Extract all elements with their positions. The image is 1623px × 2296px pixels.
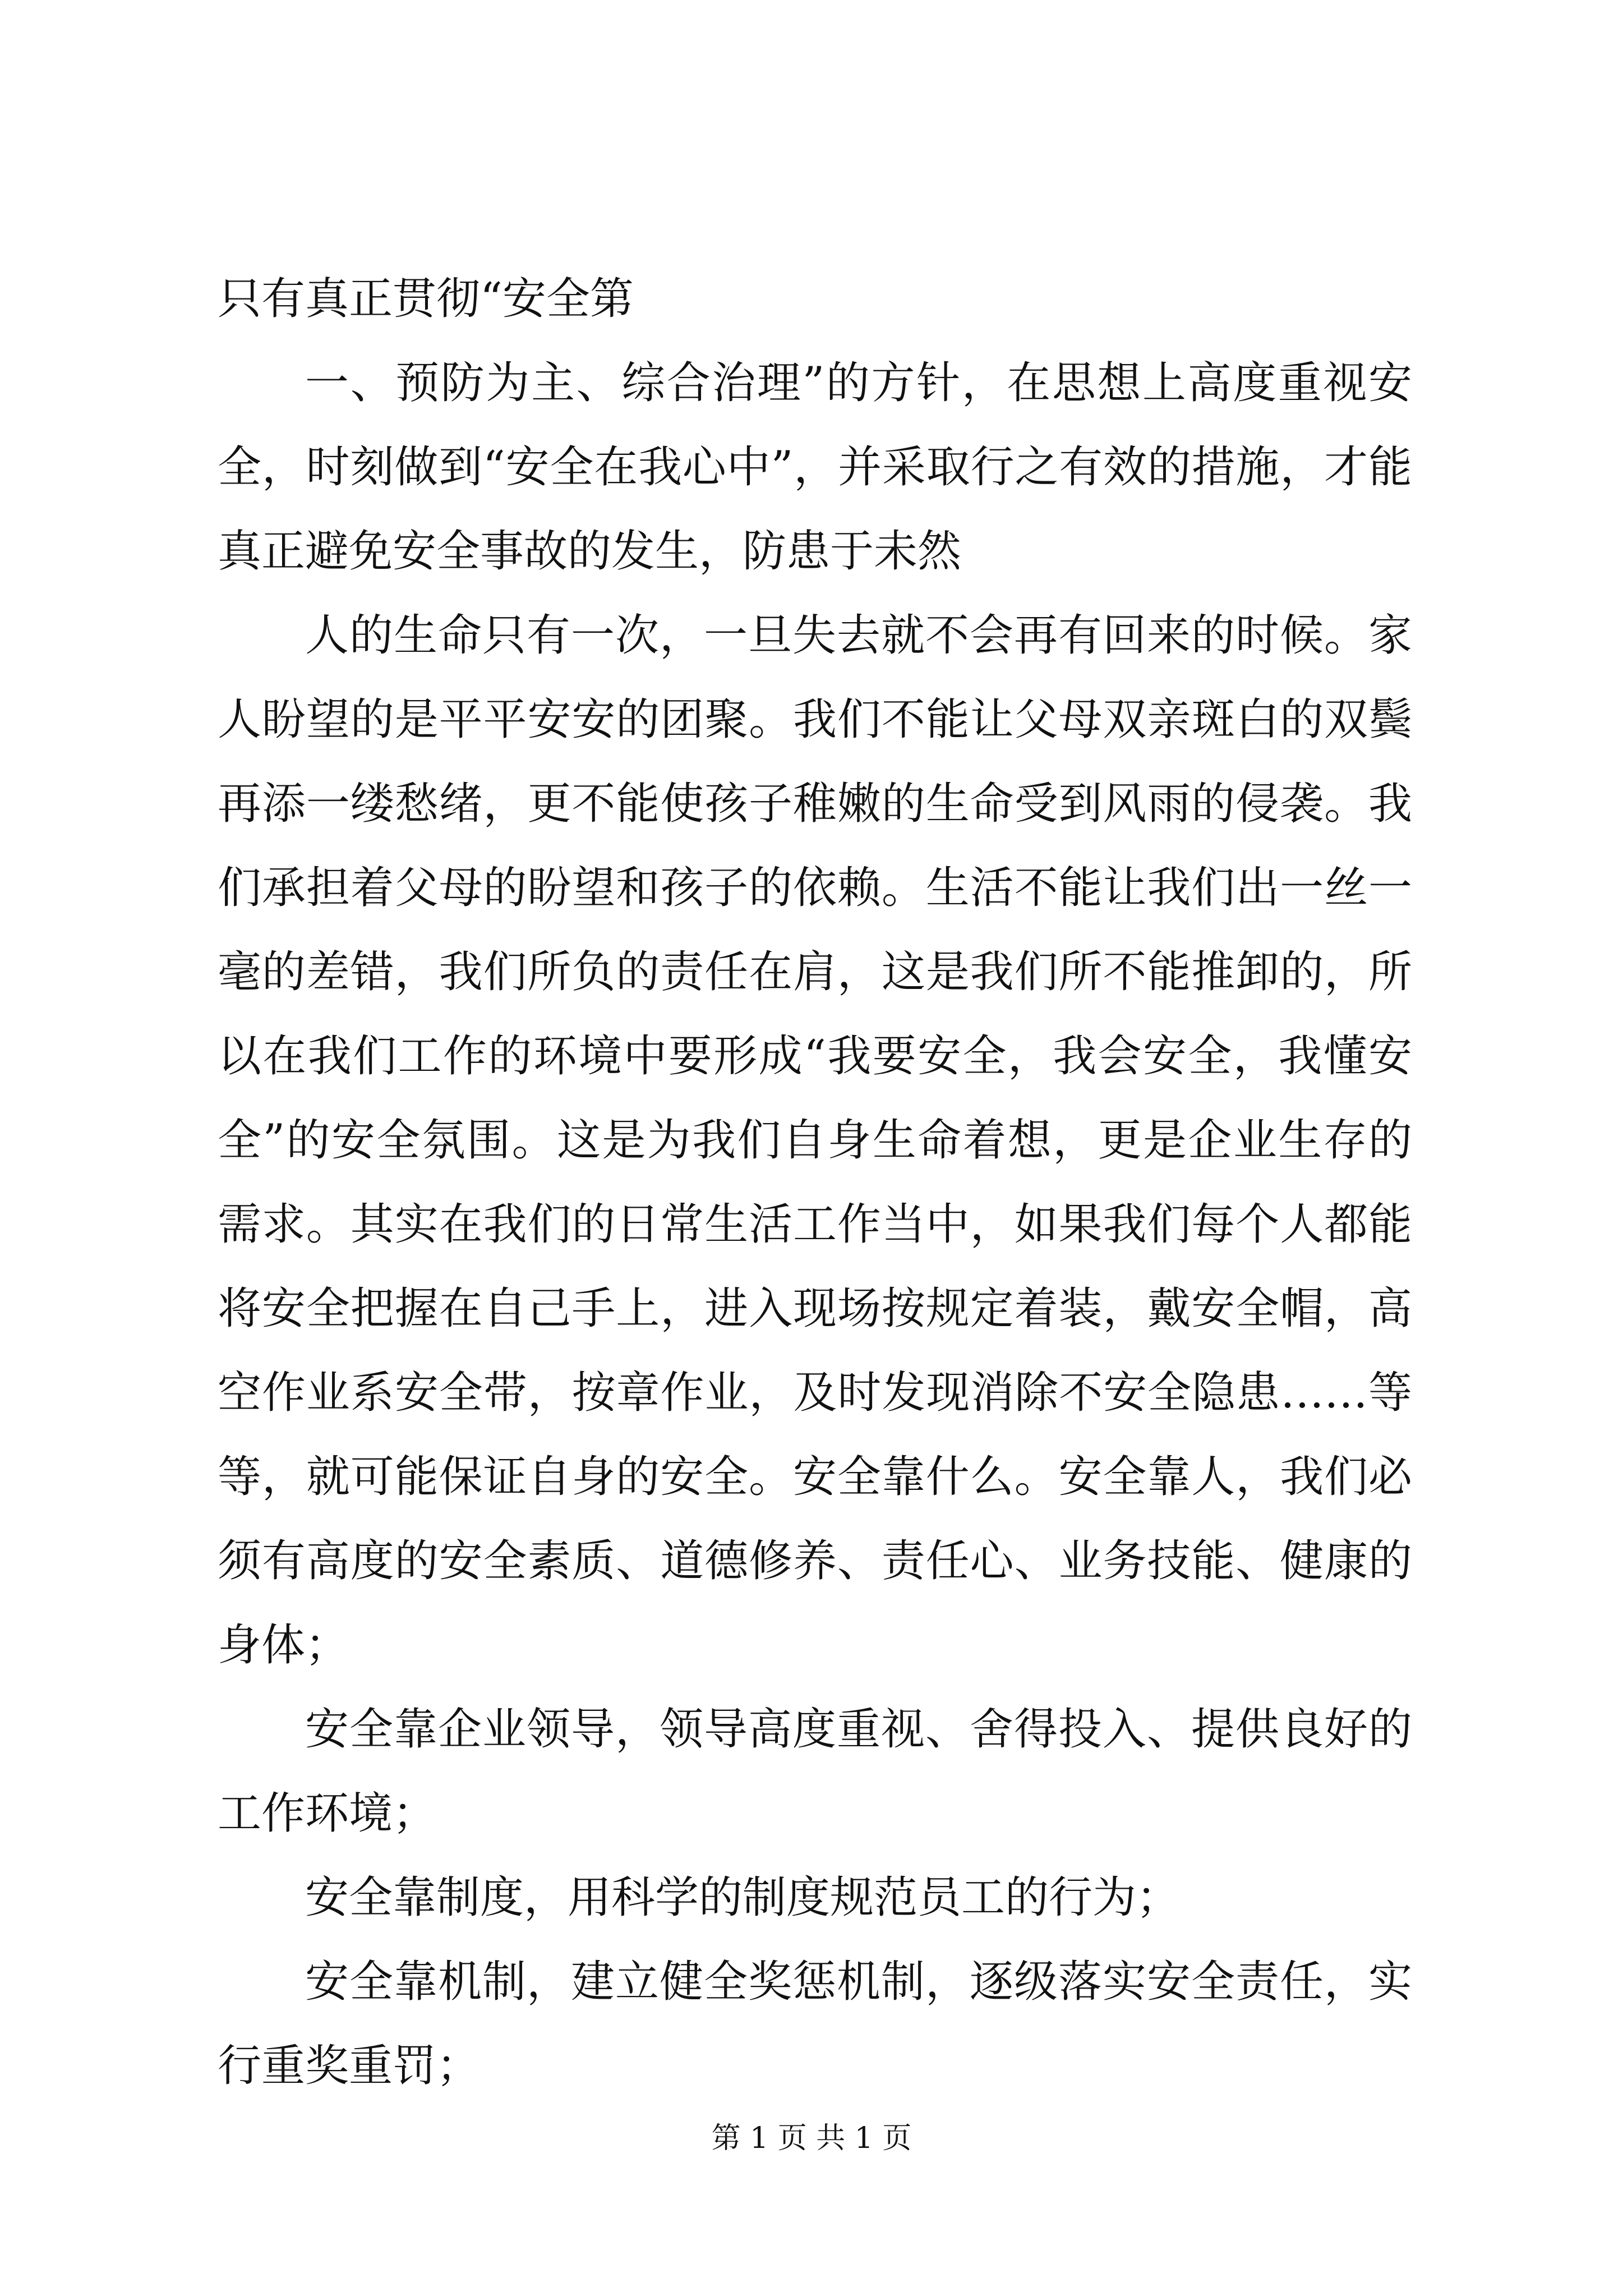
paragraph-6: 安全靠机制，建立健全奖惩机制，逐级落实安全责任，实行重奖重罚；: [218, 1957, 1412, 2091]
paragraph-2: 一、预防为主、综合治理”的方针，在思想上高度重视安全，时刻做到“安全在我心中”，并采取行之有效的措施，才能真正避免安全事故的发生，防患于未然: [218, 358, 1412, 577]
paragraph-4: 安全靠企业领导，领导高度重视、舍得投入、提供良好的工作环境；: [218, 1704, 1412, 1839]
paragraph-5: 安全靠制度，用科学的制度规范员工的行为；: [305, 1872, 1181, 1923]
paragraph-3: 人的生命只有一次，一旦失去就不会再有回来的时候。家人盼望的是平平安安的团聚。我们不能让父母双亲斑白的双鬓再添一缕愁绪，更不能使孩子稚嫩的生命受到风雨的侵袭。我们承担着父母的盼望和孩子的依赖。生活不能让我们出一丝一毫的差错，我们所负的责任在肩，这是我们所不能推卸的，所以在我们工作的环境中要形成“我要安全，我会安全，我懂安全”的安全氛围。这是为我们自身生命着想，更是企业生存的需求。其实在我们的日常生活工作当中，如果我们每个人都能将安全把握在自己手上，进入现场按规定着装，戴安全帽，高空作业系安全带，按章作业，及时发现消除不安全隐患……等等，就可能保证自身的安全。安全靠什么。安全靠人，我们必须有高度的安全素质、道德修养、责任心、业务技能、健康的身体；: [218, 610, 1412, 1671]
document-body: [218, 257, 1412, 2108]
paragraph-1: 只有真正贯彻“安全第: [218, 274, 634, 324]
page-footer: 第 1 页 共 1 页: [711, 2122, 912, 2155]
